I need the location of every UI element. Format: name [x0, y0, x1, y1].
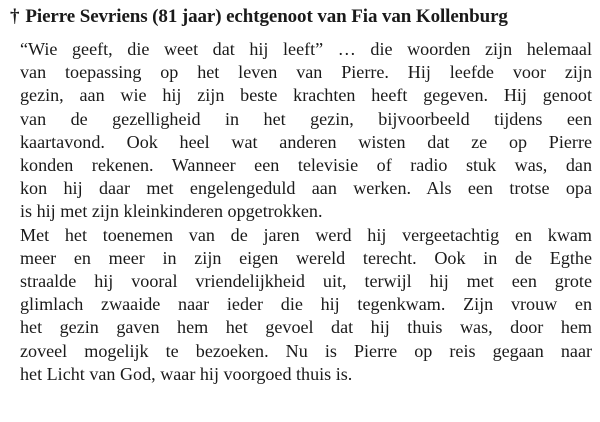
body-line: meer en meer in zijn eigen wereld terecht. Ook in de Egthe	[20, 247, 592, 268]
body-line: is hij met zijn kleinkinderen opgetrokken.	[20, 201, 323, 222]
body-line: gezin, aan wie hij zijn beste krachten heeft gegeven. Hij genoot	[20, 85, 592, 106]
body-line: zoveel mogelijk te bezoeken. Nu is Pierre op reis gegaan naar	[20, 340, 592, 361]
obituary-heading	[10, 4, 596, 30]
body-line: van toepassing op het leven van Pierre. Hij leefde voor zijn	[20, 62, 592, 83]
body-line: van de gezelligheid in het gezin, bijvoorbeeld tijdens een	[20, 108, 592, 129]
body-line: “Wie geeft, die weet dat hij leeft” … die woorden zijn helemaal	[20, 39, 592, 59]
obituary-title: Pierre Sevriens (81 jaar) echtgenoot van Fia van Kollenburg	[25, 6, 508, 27]
cross-icon: †	[10, 6, 20, 27]
body-line: kaartavond. Ook heel wat anderen wisten dat ze op Pierre	[20, 131, 592, 152]
body-line: konden rekenen. Wanneer een televisie of radio stuk was, dan	[20, 155, 592, 176]
obituary-body	[20, 38, 592, 386]
body-line: het gezin gaven hem het gevoel dat hij thuis was, door hem	[20, 317, 592, 338]
body-line: Met het toenemen van de jaren werd hij vergeetachtig en kwam	[20, 224, 592, 245]
body-line: het Licht van God, waar hij voorgoed thuis is.	[20, 363, 353, 384]
body-line: kon hij daar met engelengeduld aan werken. Als een trotse opa	[20, 178, 592, 199]
body-line: glimlach zwaaide naar ieder die hij tegenkwam. Zijn vrouw en	[20, 294, 592, 315]
body-line: straalde hij vooral vriendelijkheid uit, terwijl hij met een grote	[20, 271, 592, 292]
